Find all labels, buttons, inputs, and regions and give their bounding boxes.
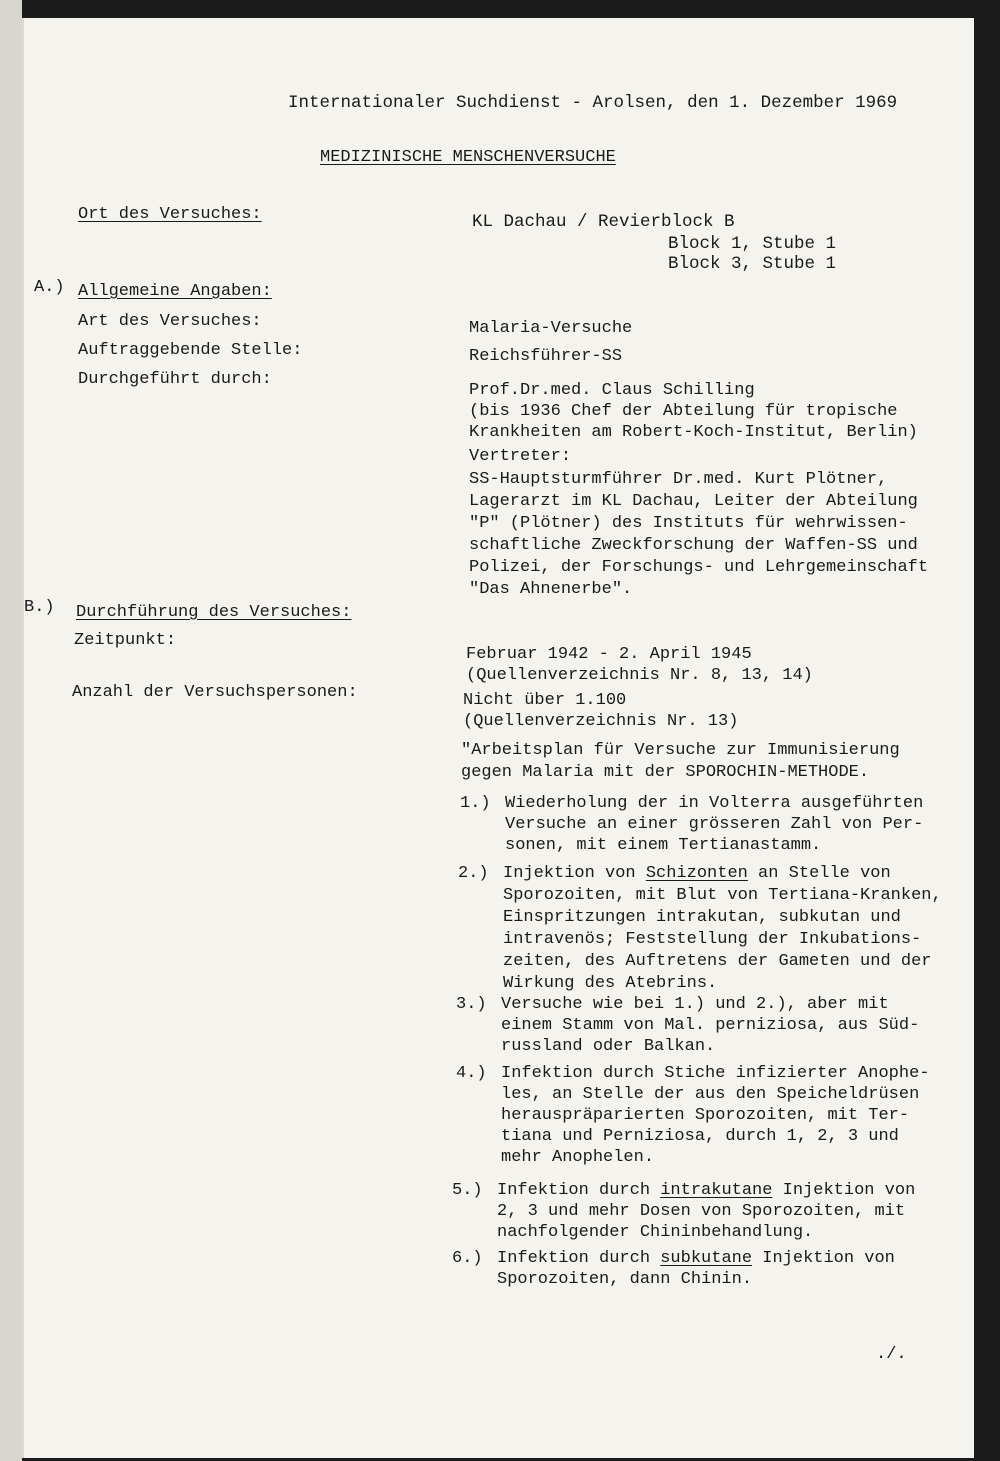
auftrag-label: Auftraggebende Stelle: <box>78 341 303 360</box>
item-line: Infektion durch subkutane Injektion von <box>497 1249 895 1268</box>
item-number: 1.) <box>460 794 491 813</box>
item-line: herauspräparierten Sporozoiten, mit Ter- <box>501 1106 910 1125</box>
item-line: Versuche wie bei 1.) und 2.), aber mit <box>501 995 889 1014</box>
item-line: les, an Stelle der aus den Speicheldrüsen <box>501 1085 920 1104</box>
item-line: einem Stamm von Mal. perniziosa, aus Süd- <box>501 1016 920 1035</box>
section-b-heading: Durchführung des Versuches: <box>76 603 352 622</box>
art-value: Malaria-Versuche <box>469 319 633 338</box>
durch-line: (bis 1936 Chef der Abteilung für tropische <box>469 402 898 421</box>
item-number: 2.) <box>458 864 489 883</box>
item-line: 2, 3 und mehr Dosen von Sporozoiten, mit <box>497 1202 906 1221</box>
page-title: MEDIZINISCHE MENSCHENVERSUCHE <box>320 148 616 167</box>
auftrag-value: Reichsführer-SS <box>469 347 623 366</box>
item-number: 5.) <box>452 1181 483 1200</box>
durch-label: Durchgeführt durch: <box>78 370 272 389</box>
item-number: 4.) <box>456 1064 487 1083</box>
art-label: Art des Versuches: <box>78 312 262 331</box>
item-line: intravenös; Feststellung der Inkubations- <box>503 930 922 949</box>
zeit-line: Februar 1942 - 2. April 1945 <box>466 645 752 664</box>
place-date: Internationaler Suchdienst - Arolsen, den 1. Dezember 1969 <box>288 93 898 113</box>
item-line: tiana und Perniziosa, durch 1, 2, 3 und <box>501 1127 899 1146</box>
durch-line: schaftliche Zweckforschung der Waffen-SS und <box>469 536 918 555</box>
ort-value: KL Dachau / Revierblock B <box>472 212 735 232</box>
item-line: Infektion durch intrakutane Injektion von <box>497 1181 916 1200</box>
durch-line: SS-Hauptsturmführer Dr.med. Kurt Plötner, <box>469 470 888 489</box>
item-line: sonen, mit einem Tertianastamm. <box>505 836 822 855</box>
binding-strip <box>0 0 22 1461</box>
anzahl-line: Nicht über 1.100 <box>463 691 627 710</box>
item-line: zeiten, des Auftretens der Gameten und der <box>503 952 932 971</box>
continuation-mark: ./. <box>876 1345 907 1364</box>
ort-label: Ort des Versuches: <box>78 205 262 224</box>
section-a-marker: A.) <box>34 278 65 297</box>
durch-line: Lagerarzt im KL Dachau, Leiter der Abteilung <box>469 492 918 511</box>
zeit-line: (Quellenverzeichnis Nr. 8, 13, 14) <box>466 666 813 685</box>
durch-line: Krankheiten am Robert-Koch-Institut, Berlin) <box>469 423 918 442</box>
item-line: Sporozoiten, mit Blut von Tertiana-Kranken, <box>503 886 942 905</box>
durch-line: Polizei, der Forschungs- und Lehrgemeinschaft <box>469 558 929 577</box>
durch-line: "P" (Plötner) des Instituts für wehrwissen- <box>469 514 908 533</box>
item-line: Infektion durch Stiche infizierter Anophe- <box>501 1064 930 1083</box>
item-line: Wirkung des Atebrins. <box>503 974 718 993</box>
item-line: Wiederholung der in Volterra ausgeführten <box>505 794 924 813</box>
section-a-heading: Allgemeine Angaben: <box>78 282 272 301</box>
item-line: mehr Anophelen. <box>501 1148 655 1167</box>
item-number: 3.) <box>456 995 487 1014</box>
ort-block3: Block 3, Stube 1 <box>668 254 837 274</box>
item-line: Einspritzungen intrakutan, subkutan und <box>503 908 901 927</box>
zeit-label: Zeitpunkt: <box>74 631 177 650</box>
durch-line: Prof.Dr.med. Claus Schilling <box>469 381 755 400</box>
item-line: Sporozoiten, dann Chinin. <box>497 1270 753 1289</box>
durch-line: "Das Ahnenerbe". <box>469 580 633 599</box>
plan-line: "Arbeitsplan für Versuche zur Immunisierung <box>461 741 900 760</box>
ort-block1: Block 1, Stube 1 <box>668 234 837 254</box>
item-line: Injektion von Schizonten an Stelle von <box>503 864 891 883</box>
item-number: 6.) <box>452 1249 483 1268</box>
plan-line: gegen Malaria mit der SPOROCHIN-METHODE. <box>461 763 870 782</box>
anzahl-line: (Quellenverzeichnis Nr. 13) <box>463 712 739 731</box>
item-line: russland oder Balkan. <box>501 1037 716 1056</box>
anzahl-label: Anzahl der Versuchspersonen: <box>72 683 358 702</box>
item-line: nachfolgender Chininbehandlung. <box>497 1223 814 1242</box>
durch-line: Vertreter: <box>469 447 572 466</box>
item-line: Versuche an einer grösseren Zahl von Per- <box>505 815 924 834</box>
show-through-text <box>100 512 109 532</box>
section-b-marker: B.) <box>24 598 55 617</box>
